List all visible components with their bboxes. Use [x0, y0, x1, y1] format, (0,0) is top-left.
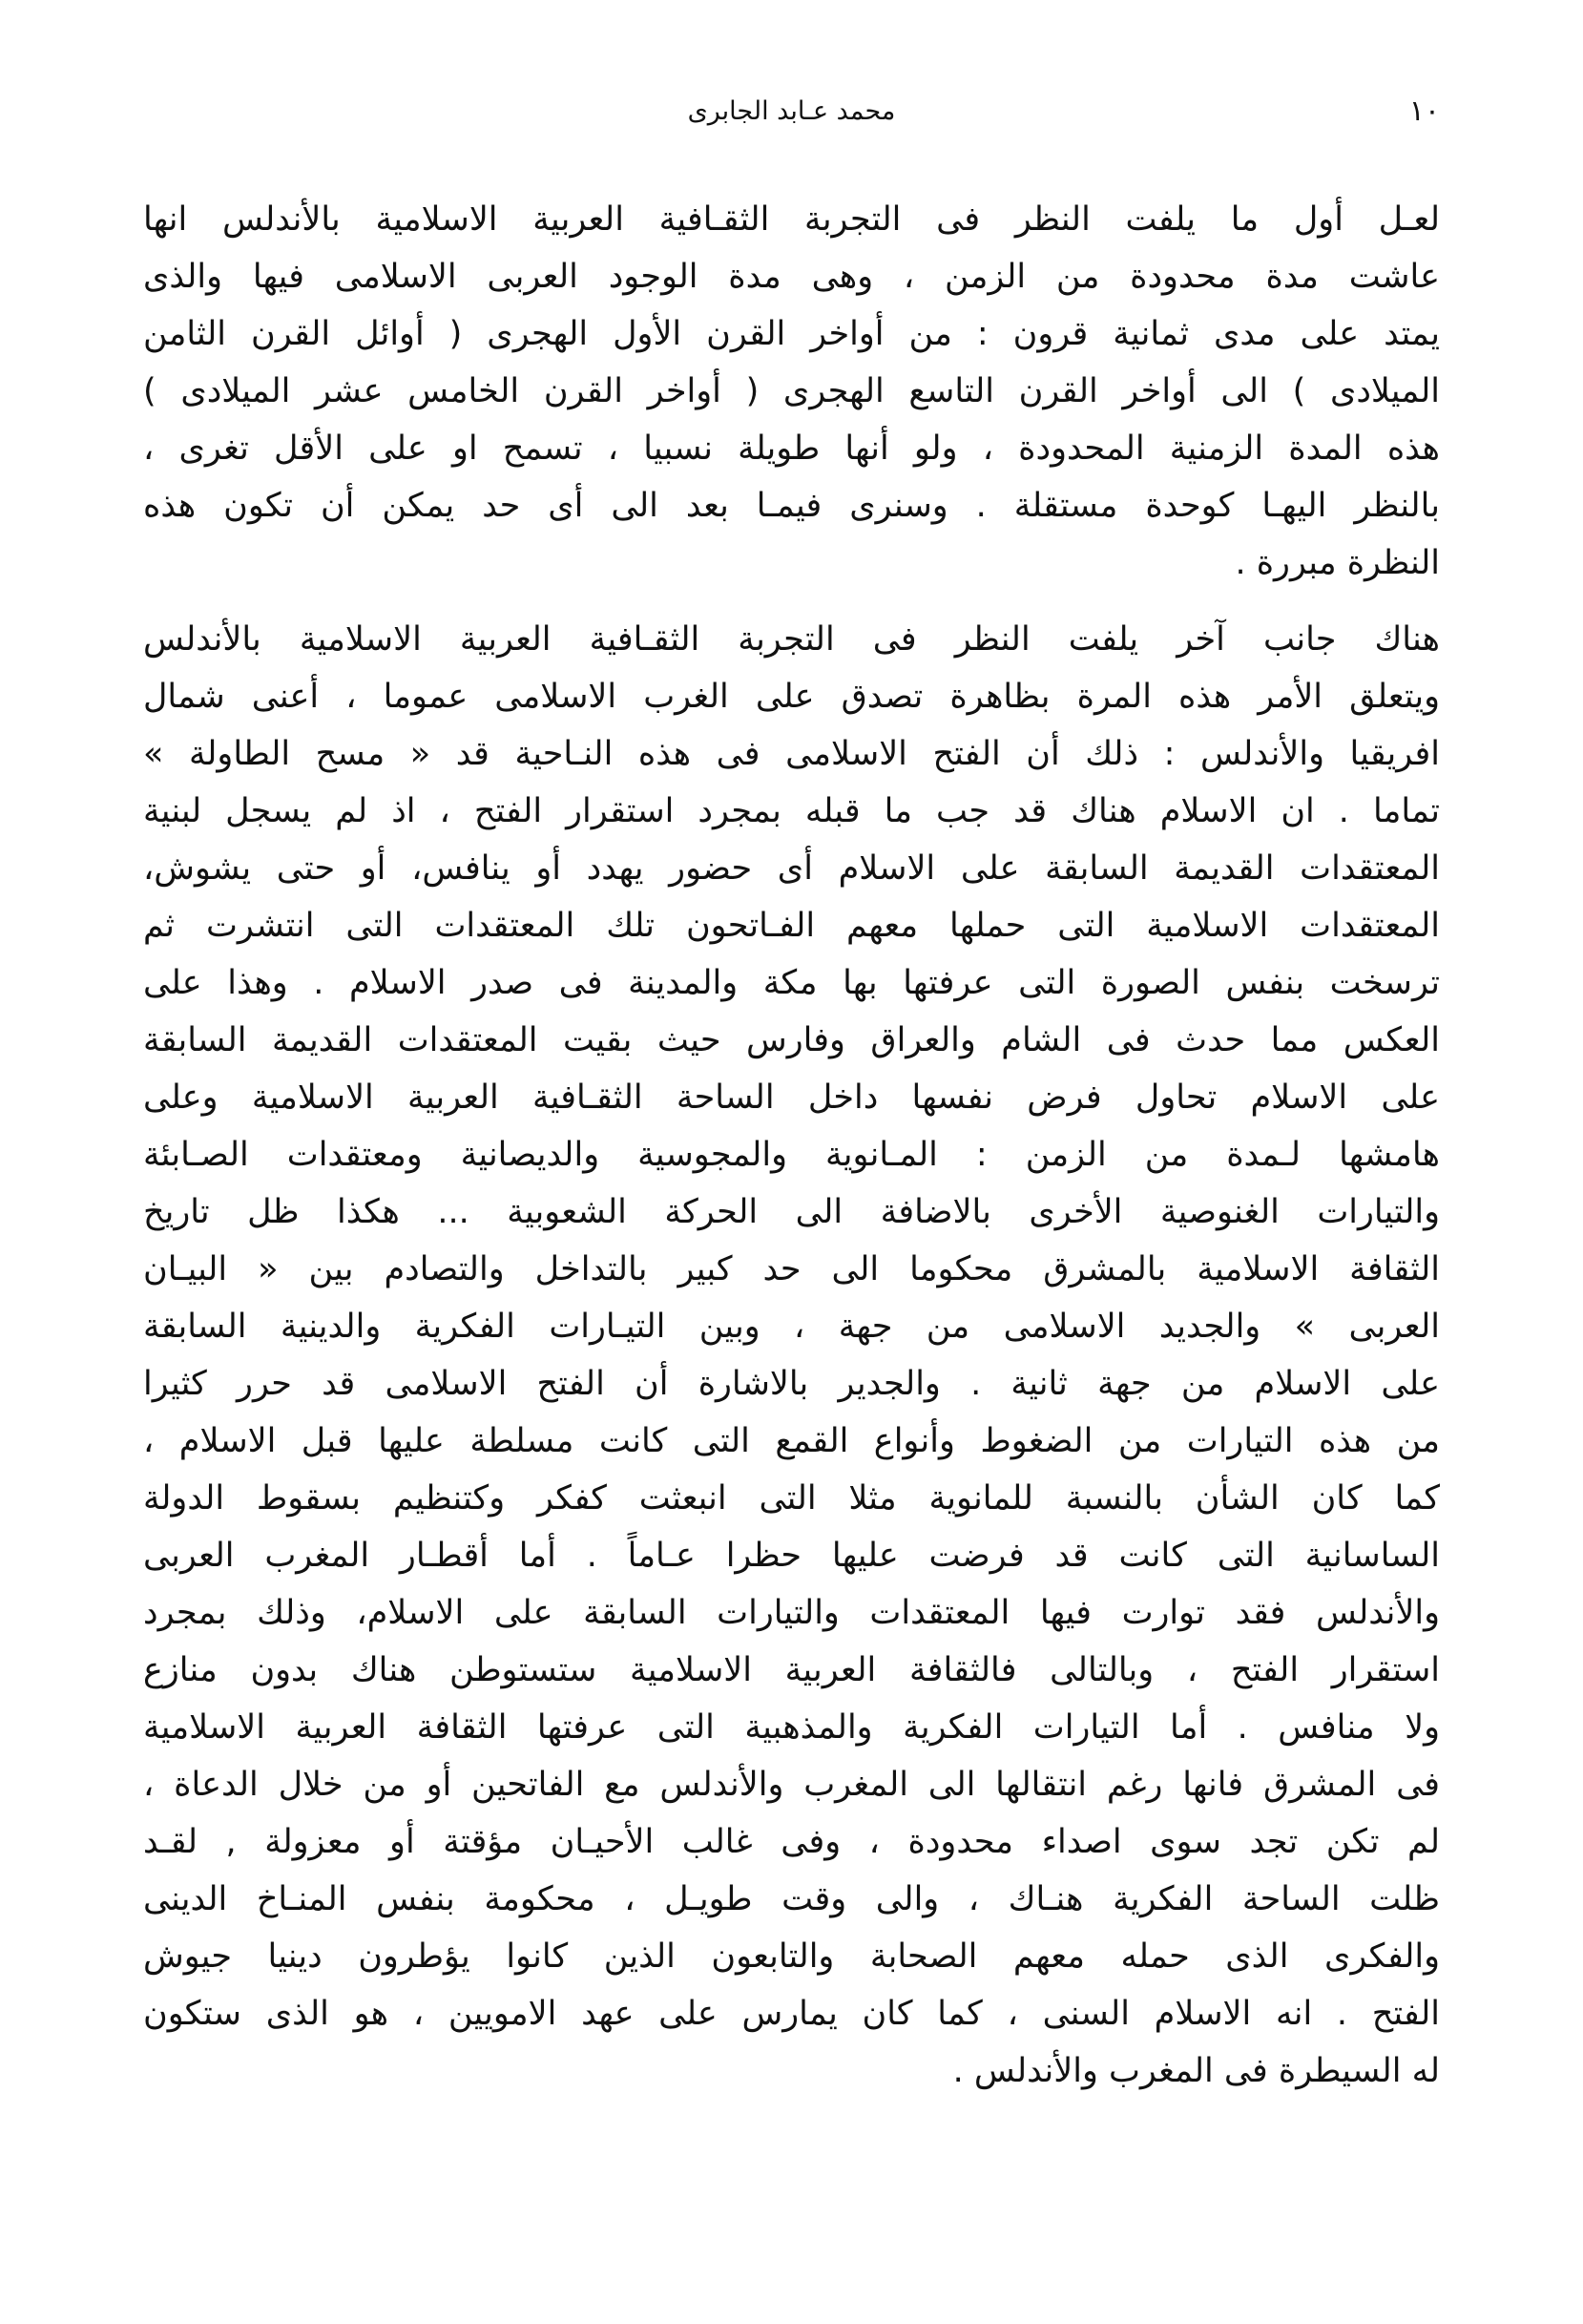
- text-line: الميلادى ) الى أواخر القرن التاسع الهجرى ( أواخر القرن الخامس عشر الميلادى ): [143, 372, 1440, 410]
- text-line: على الاسلام تحاول فرض نفسها داخل الساحة الثقـافية العربية الاسلامية وعلى: [143, 1078, 1440, 1117]
- text-line: من هذه التيارات من الضغوط وأنواع القمع التى كانت مسلطة عليها قبل الاسلام ،: [143, 1422, 1440, 1460]
- text-line: لم تكن تجد سوى اصداء محدودة ، وفى غالب الأحيـان مؤقتة أو معزولة , لقـد: [143, 1823, 1440, 1861]
- page-number: ١٠: [1408, 94, 1440, 128]
- body-text: [143, 191, 1440, 2100]
- text-line: والأندلس فقد توارت فيها المعتقدات والتيارات السابقة على الاسلام، وذلك بمجرد: [143, 1594, 1440, 1632]
- page-header: [143, 88, 1440, 136]
- text-line: هامشها لـمدة من الزمن : المـانوية والمجوسية والديصانية ومعتقدات الصـابئة: [143, 1136, 1440, 1174]
- text-line: استقرار الفتح ، وبالتالى فالثقافة العربية الاسلامية ستستوطن هناك بدون منازع: [143, 1651, 1440, 1689]
- text-line: العربى » والجديد الاسلامى من جهة ، وبين التيـارات الفكرية والدينية السابقة: [143, 1308, 1440, 1346]
- text-line: الفتح . انه الاسلام السنى ، كما كان يمارس على عهد الامويين ، هو الذى ستكون: [143, 1995, 1440, 2033]
- text-line: بالنظر اليهـا كوحدة مستقلة . وسنرى فيمـا بعد الى أى حد يمكن أن تكون هذه: [143, 487, 1440, 525]
- text-line: والفكرى الذى حمله معهم الصحابة والتابعون الذين كانوا يؤطرون دينيا جيوش: [143, 1937, 1440, 1976]
- text-line: النظرة مبررة .: [1235, 544, 1440, 582]
- text-line: الساسانية التى كانت قد فرضت عليها حظرا عـاماً . أما أقطـار المغرب العربى: [143, 1537, 1440, 1575]
- text-line: العكس مما حدث فى الشام والعراق وفارس حيث بقيت المعتقدات القديمة السابقة: [143, 1021, 1440, 1059]
- paragraph: [143, 611, 1440, 2100]
- text-line: افريقيا والأندلس : ذلك أن الفتح الاسلامى فى هذه النـاحية قد « مسح الطاولة »: [143, 735, 1440, 773]
- text-line: ويتعلق الأمر هذه المرة بظاهرة تصدق على الغرب الاسلامى عموما ، أعنى شمال: [143, 678, 1440, 716]
- text-line: المعتقدات الاسلامية التى حملها معهم الفـاتحون تلك المعتقدات التى انتشرت ثم: [143, 907, 1440, 945]
- text-line: كما كان الشأن بالنسبة للمانوية مثلا التى انبعثت كفكر وكتنظيم بسقوط الدولة: [143, 1479, 1440, 1518]
- text-line: الثقافة الاسلامية بالمشرق محكوما الى حد كبير بالتداخل والتصادم بين « البيـان: [143, 1250, 1440, 1288]
- running-head-author: محمد عـابد الجابرى: [687, 96, 896, 126]
- paragraph: [143, 191, 1440, 592]
- text-line: هذه المدة الزمنية المحدودة ، ولو أنها طويلة نسبيا ، تسمح او على الأقل تغرى ،: [143, 429, 1440, 468]
- text-line: ولا منافس . أما التيارات الفكرية والمذهبية التى عرفتها الثقافة العربية الاسلامية: [143, 1708, 1440, 1747]
- text-line: والتيارات الغنوصية الأخرى بالاضافة الى الحركة الشعوبية ... هكذا ظل تاريخ: [143, 1193, 1440, 1231]
- text-line: له السيطرة فى المغرب والأندلس .: [952, 2052, 1440, 2090]
- text-line: يمتد على مدى ثمانية قرون : من أواخر القرن الأول الهجرى ( أوائل القرن الثامن: [143, 315, 1440, 353]
- text-line: فى المشرق فانها رغم انتقالها الى المغرب والأندلس مع الفاتحين أو من خلال الدعاة ،: [143, 1766, 1440, 1804]
- text-line: ظلت الساحة الفكرية هنـاك ، والى وقت طويـل ، محكومة بنفس المنـاخ الدينى: [143, 1880, 1440, 1918]
- text-line: ترسخت بنفس الصورة التى عرفتها بها مكة والمدينة فى صدر الاسلام . وهذا على: [143, 964, 1440, 1002]
- text-line: على الاسلام من جهة ثانية . والجدير بالاشارة أن الفتح الاسلامى قد حرر كثيرا: [143, 1365, 1440, 1403]
- text-line: لعـل أول ما يلفت النظر فى التجربة الثقـافية العربية الاسلامية بالأندلس انها: [143, 200, 1440, 239]
- text-line: هناك جانب آخر يلفت النظر فى التجربة الثقـافية العربية الاسلامية بالأندلس: [143, 620, 1440, 659]
- text-line: المعتقدات القديمة السابقة على الاسلام أى حضور يهدد أو ينافس، أو حتى يشوش،: [143, 849, 1440, 888]
- text-line: تماما . ان الاسلام هناك قد جب ما قبله بمجرد استقرار الفتح ، اذ لم يسجل لبنية: [143, 792, 1440, 830]
- text-line: عاشت مدة محدودة من الزمن ، وهى مدة الوجود العربى الاسلامى فيها والذى: [143, 258, 1440, 296]
